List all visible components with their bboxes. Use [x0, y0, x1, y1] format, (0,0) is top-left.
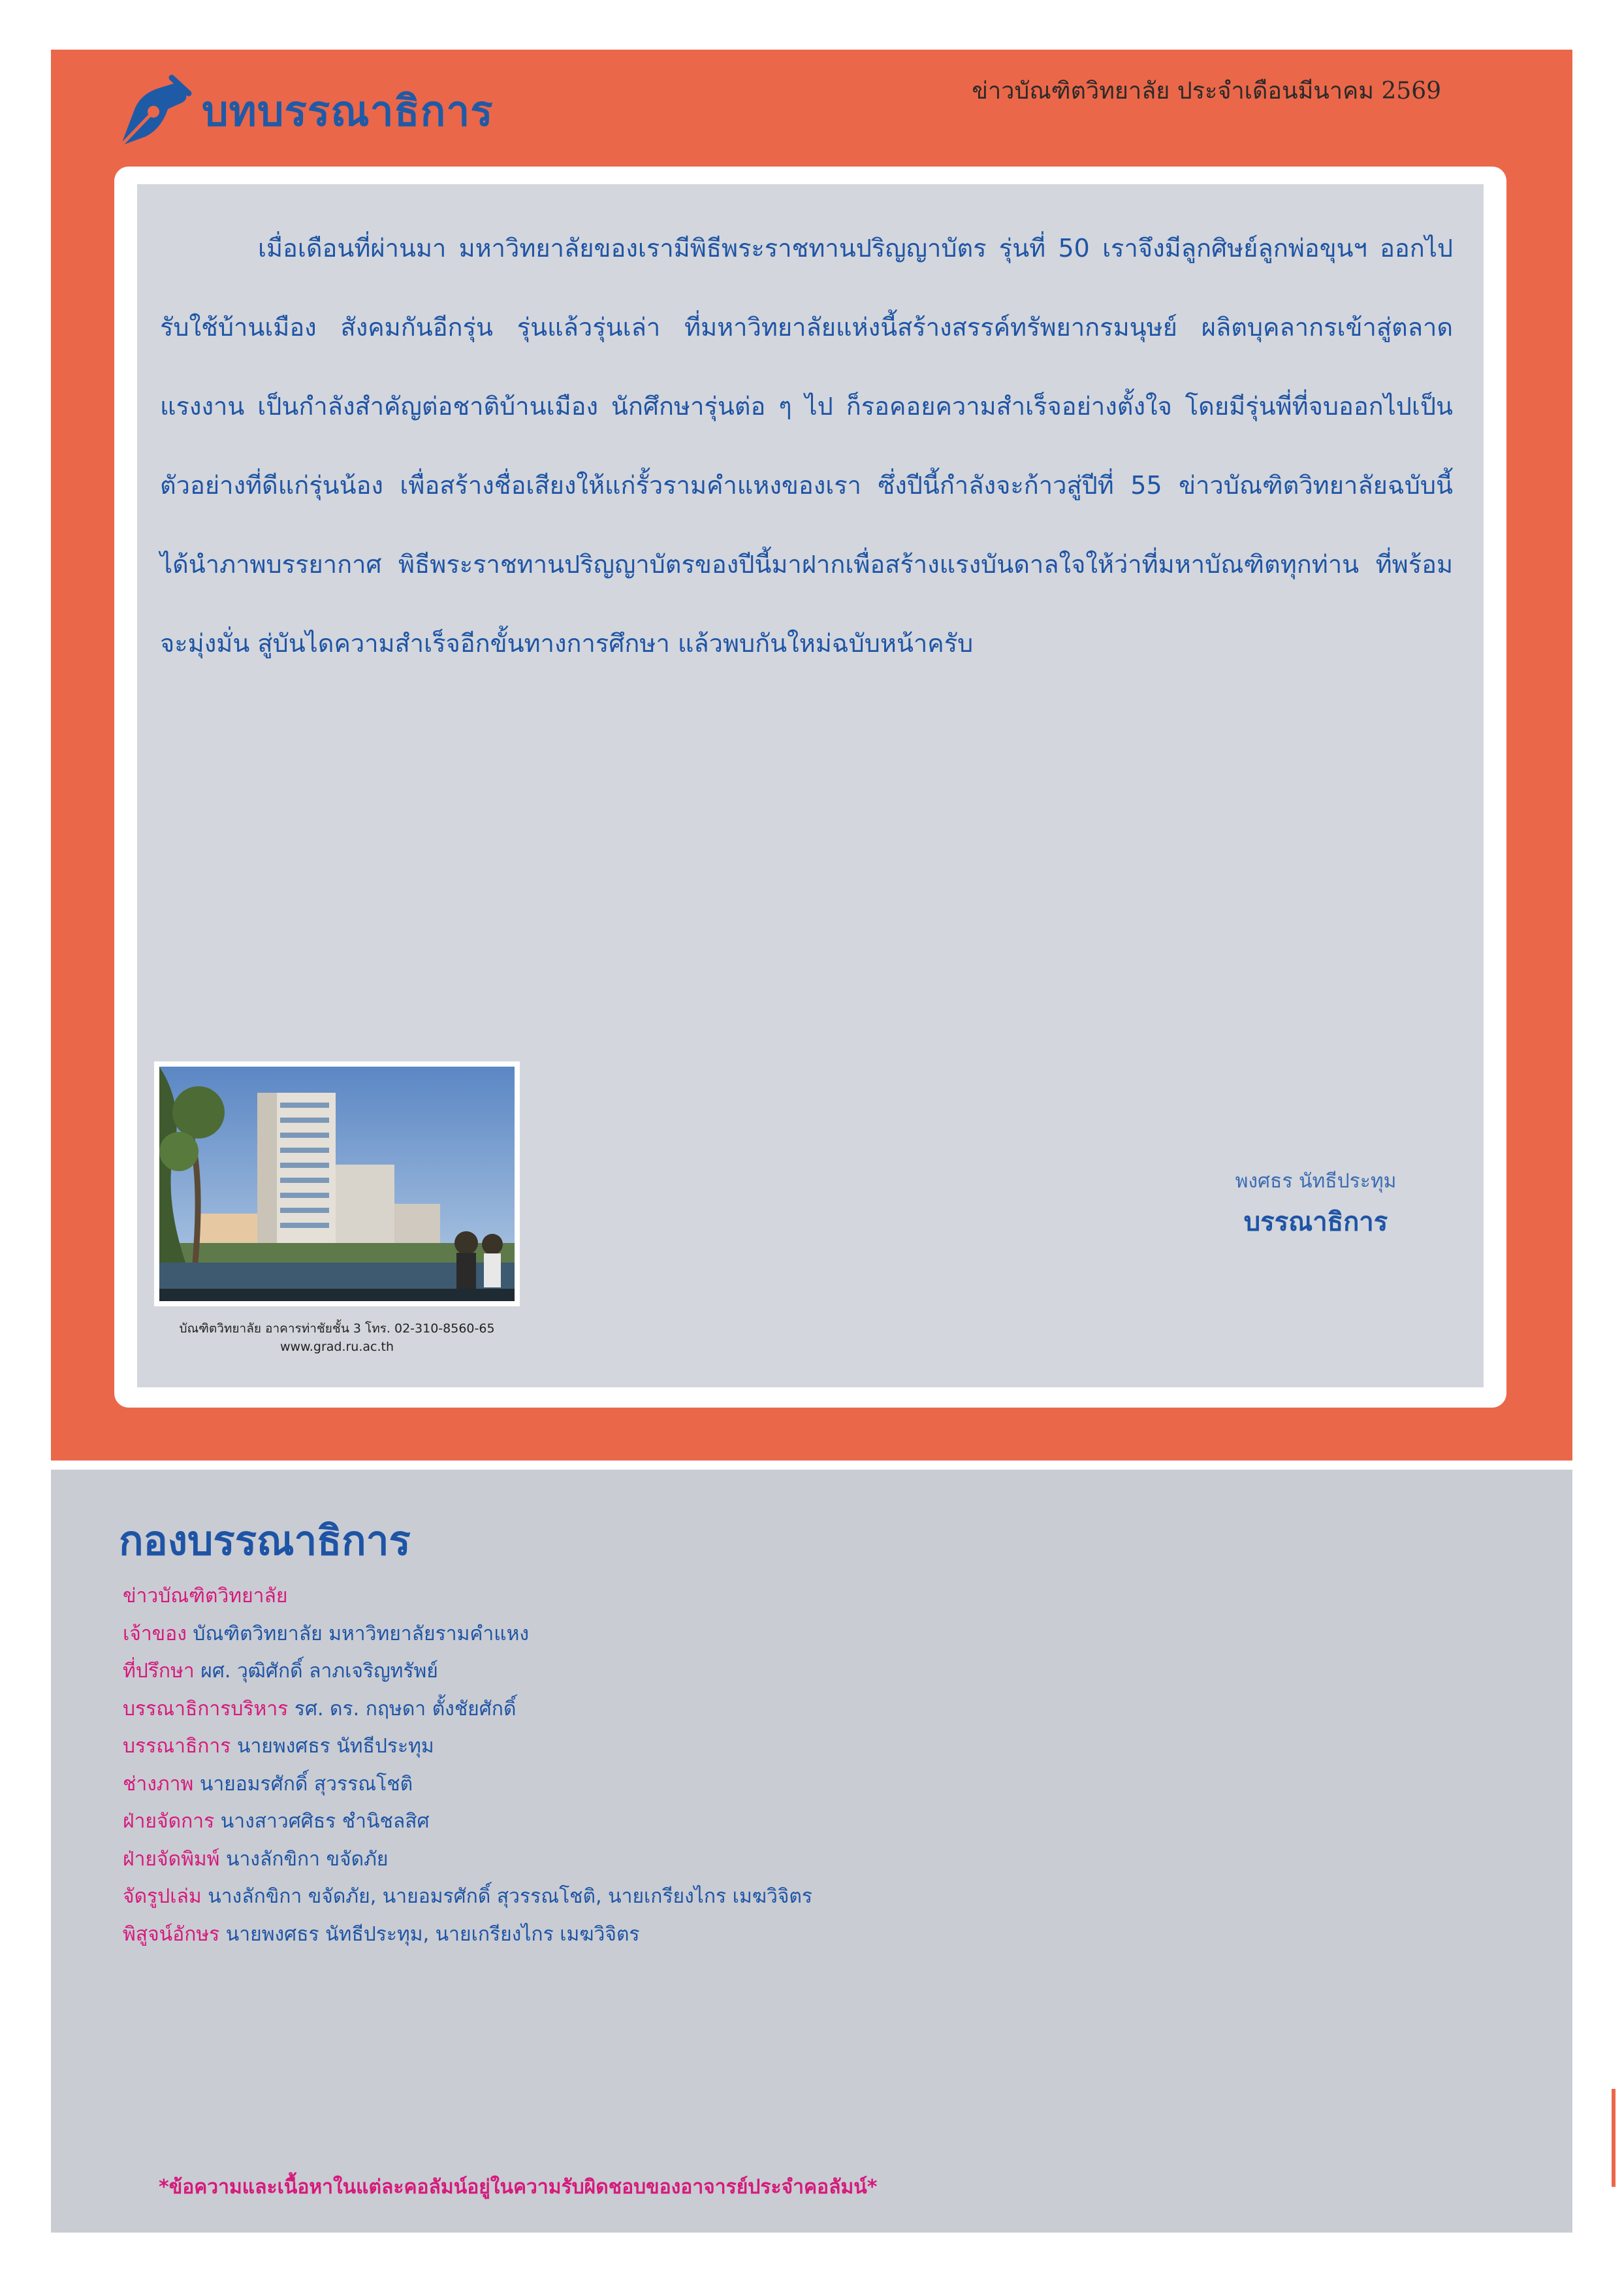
- credit-value: นายพงศธร นัทธีประทุม: [236, 1735, 434, 1758]
- issue-line: ข่าวบัณฑิตวิทยาลัย ประจำเดือนมีนาคม 2569: [972, 78, 1441, 105]
- credit-role: ฝ่ายจัดการ: [123, 1810, 215, 1833]
- credit-value: นางลักขิกา ขจัดภัย: [225, 1847, 389, 1871]
- editorial-logo: [108, 65, 552, 157]
- logo-title: บทบรรณาธิการ: [202, 88, 494, 136]
- signature-title: บรรณาธิการ: [1243, 1207, 1388, 1237]
- credit-line: [123, 1615, 812, 1653]
- photo-caption-website: www.grad.ru.ac.th: [279, 1340, 394, 1354]
- photo-caption: [154, 1319, 520, 1356]
- credit-role: ที่ปรึกษา: [123, 1660, 195, 1683]
- credit-role: ช่างภาพ: [123, 1772, 194, 1796]
- credit-value: นางลักขิกา ขจัดภัย, นายอมรศักดิ์ สุวรรณโชติ, นายเกรียงไกร เมฆวิจิตร: [208, 1885, 812, 1908]
- credit-line: [123, 1728, 812, 1766]
- credit-role: บรรณาธิการ: [123, 1735, 231, 1758]
- credit-role: พิสูจน์อักษร: [123, 1922, 220, 1946]
- credit-value: นายพงศธร นัทธีประทุม, นายเกรียงไกร เมฆวิจิตร: [225, 1922, 640, 1946]
- credit-value: นายอมรศักดิ์ สุวรรณโชติ: [199, 1772, 413, 1796]
- credit-role: บรรณาธิการบริหาร: [123, 1697, 289, 1720]
- editorial-board-list: [123, 1577, 812, 1953]
- credit-line: [123, 1878, 812, 1916]
- credit-line: [123, 1766, 812, 1803]
- credit-role: ข่าวบัณฑิตวิทยาลัย: [123, 1585, 288, 1607]
- page-edge-mark: [1612, 2089, 1616, 2187]
- signature-name: พงศธร นัทธีประทุม: [1235, 1170, 1397, 1193]
- credit-line: [123, 1690, 812, 1728]
- credit-value: นางสาวศศิธร ชำนิชลสิศ: [220, 1810, 430, 1833]
- column-disclaimer: *ข้อความและเนื้อหาในแต่ละคอลัมน์อยู่ในความรับผิดชอบของอาจารย์ประจำคอลัมน์*: [159, 2176, 878, 2199]
- credit-line: [123, 1841, 812, 1879]
- credit-role: เจ้าของ: [123, 1622, 187, 1645]
- credit-role: ฝ่ายจัดพิมพ์: [123, 1847, 220, 1871]
- credit-line: [123, 1653, 812, 1690]
- fountain-pen-nib-icon: [108, 69, 193, 153]
- credit-value: บัณฑิตวิทยาลัย มหาวิทยาลัยรามคำแหง: [193, 1622, 530, 1645]
- credit-line: [123, 1803, 812, 1841]
- credit-value: รศ. ดร. กฤษดา ตั้งชัยศักดิ์: [294, 1697, 517, 1720]
- credit-line: [123, 1916, 812, 1954]
- credit-line: [123, 1577, 812, 1615]
- credit-value: ผศ. วุฒิศักดิ์ ลาภเจริญทรัพย์: [200, 1660, 438, 1683]
- photo-caption-address: บัณฑิตวิทยาลัย อาคารท่าชัยชั้น 3 โทร. 02-310-8560-65: [179, 1321, 495, 1336]
- building-photo: [154, 1061, 520, 1306]
- building-photo-image: [159, 1067, 515, 1301]
- credit-role: จัดรูปเล่ม: [123, 1885, 202, 1908]
- editorial-board-title: กองบรรณาธิการ: [119, 1517, 411, 1564]
- editorial-body: เมื่อเดือนที่ผ่านมา มหาวิทยาลัยของเรามีพิธีพระราชทานปริญญาบัตร รุ่นที่ 50 เราจึงมีลูกศิษย์ลูกพ่อขุนฯ ออกไปรับใช้บ้านเมือง สังคมกันอีกรุ่น รุ่นแล้วรุ่นเล่า ที่มหาวิทยาลัยแห่งนี้สร้างสรรค์ทรัพยากรมนุษย์ ผลิตบุคลากรเข้าสู่ตลาดแรงงาน เป็นกำลังสำคัญต่อชาติบ้านเมือง นักศึกษารุ่นต่อ ๆ ไป ก็รอคอยความสำเร็จอย่างตั้งใจ โดยมีรุ่นพี่ที่จบออกไปเป็นตัวอย่างที่ดีแก่รุ่นน้อง เพื่อสร้างชื่อเสียงให้แก่รั้วรามคำแหงของเรา ซึ่งปีนี้กำลังจะก้าวสู่ปีที่ 55 ข่าวบัณฑิตวิทยาลัยฉบับนี้ ได้นำภาพบรรยากาศ พิธีพระราชทานปริญญาบัตรของปีนี้มาฝากเพื่อสร้างแรงบันดาลใจให้ว่าที่มหาบัณฑิตทุกท่าน ที่พร้อมจะมุ่งมั่น สู่บันไดความสำเร็จอีกขั้นทางการศึกษา แล้วพบกันใหม่ฉบับหน้าครับ: [160, 234, 1453, 658]
